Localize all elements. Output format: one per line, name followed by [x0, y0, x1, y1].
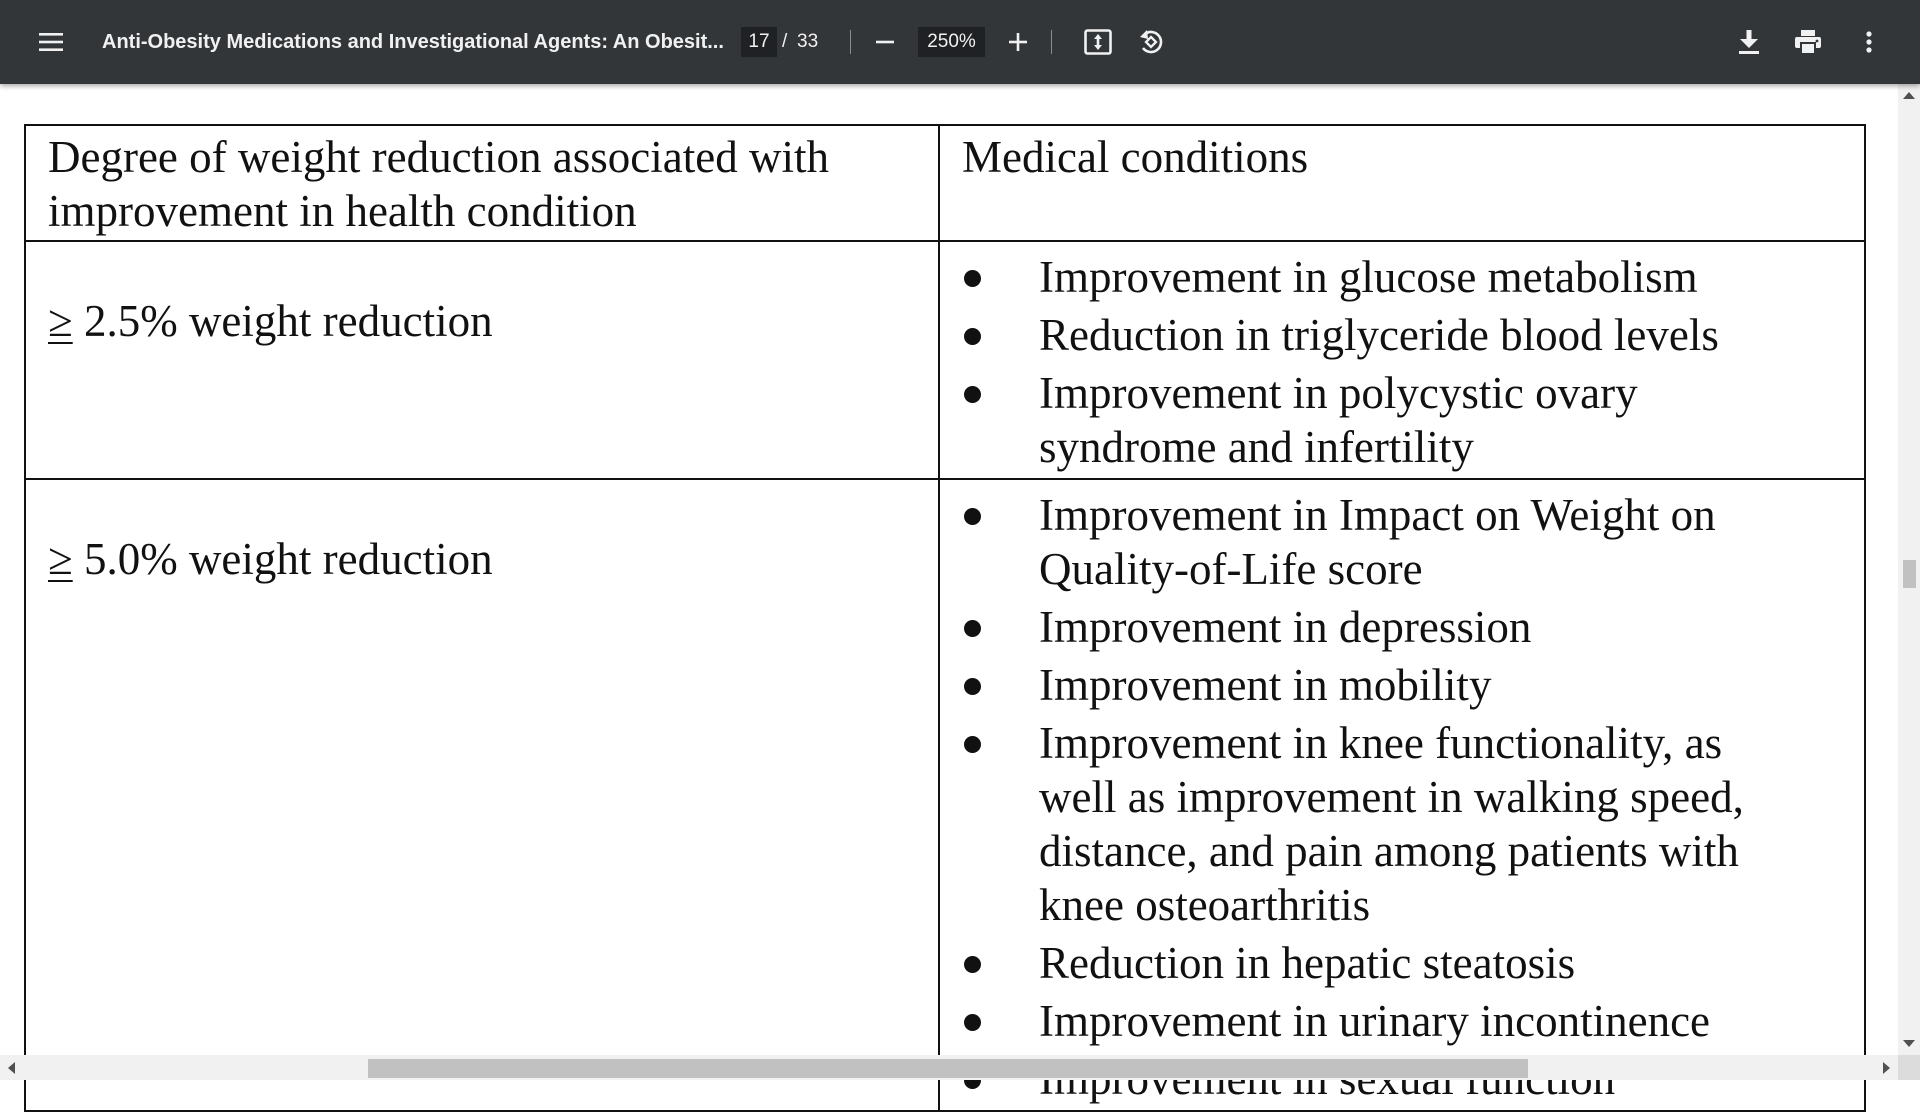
bullet-icon [964, 620, 981, 637]
scroll-right-arrow-icon[interactable] [1883, 1062, 1890, 1074]
scroll-up-arrow-icon[interactable] [1903, 92, 1915, 99]
document-title: Anti-Obesity Medications and Investigational Agents: An Obesit... [102, 31, 724, 53]
bullet-icon [964, 956, 981, 973]
print-icon[interactable] [1791, 26, 1825, 58]
bullet-icon [964, 678, 981, 695]
page-number-input[interactable] [741, 27, 777, 57]
list-item: Reduction in triglyceride blood levels [940, 308, 1844, 362]
list-item: Improvement in knee functionality, as well as improvement in walking speed, distance, and pain among patients with knee osteoarthritis [940, 716, 1799, 932]
bullet-icon [964, 508, 981, 525]
list-item: Improvement in glucose metabolism [940, 250, 1844, 304]
weight-reduction-table [24, 124, 1866, 1112]
vertical-scrollbar[interactable] [1898, 84, 1920, 1055]
toolbar-divider [850, 30, 851, 54]
page-total: 33 [797, 31, 819, 52]
degree-text: 5.0% weight reduction [72, 534, 493, 584]
scrollbar-corner [1898, 1055, 1920, 1080]
degree-cell [25, 479, 939, 1111]
table-row [25, 479, 1865, 1111]
vertical-scrollbar-thumb[interactable] [1903, 560, 1916, 588]
degree-text: 2.5% weight reduction [72, 296, 493, 346]
degree-cell [25, 241, 939, 479]
horizontal-scrollbar[interactable] [0, 1055, 1898, 1080]
bullet-icon [964, 736, 981, 753]
pdf-toolbar [0, 0, 1920, 84]
fit-to-page-icon[interactable] [1081, 26, 1115, 58]
conditions-cell [939, 241, 1865, 479]
download-icon[interactable] [1734, 26, 1764, 58]
bullet-icon [964, 270, 981, 287]
list-item: Improvement in mobility [940, 658, 1844, 712]
bullet-icon [964, 1014, 981, 1031]
conditions-cell [939, 479, 1865, 1111]
greater-equal-symbol: ≥ [48, 534, 73, 584]
zoom-level-input[interactable] [918, 27, 985, 57]
greater-equal-symbol: ≥ [48, 296, 73, 346]
list-item: Improvement in depression [940, 600, 1844, 654]
header-medical-conditions: Medical conditions [939, 125, 1865, 241]
toolbar-divider [1051, 30, 1052, 54]
plus-icon[interactable] [1003, 27, 1033, 57]
table-row [25, 241, 1865, 479]
more-vertical-icon[interactable] [1857, 26, 1881, 58]
minus-icon[interactable] [870, 27, 900, 57]
list-item: Improvement in Impact on Weight on Quality-of-Life score [940, 488, 1759, 596]
bullet-icon [964, 386, 981, 403]
rotate-counterclockwise-icon[interactable] [1134, 25, 1168, 59]
header-degree: Degree of weight reduction associated with improvement in health condition [25, 125, 939, 241]
scroll-left-arrow-icon[interactable] [8, 1062, 15, 1074]
document-viewport[interactable] [0, 84, 1898, 1055]
hamburger-menu-icon[interactable] [35, 27, 67, 57]
list-item: Reduction in hepatic steatosis [940, 936, 1844, 990]
table-header-row [25, 125, 1865, 241]
list-item: Improvement in urinary incontinence [940, 994, 1844, 1048]
scroll-down-arrow-icon[interactable] [1903, 1040, 1915, 1047]
list-item: Improvement in polycystic ovary syndrome and infertility [940, 366, 1719, 474]
page-separator: / [782, 31, 788, 52]
bullet-icon [964, 328, 981, 345]
horizontal-scrollbar-thumb[interactable] [368, 1059, 1528, 1078]
